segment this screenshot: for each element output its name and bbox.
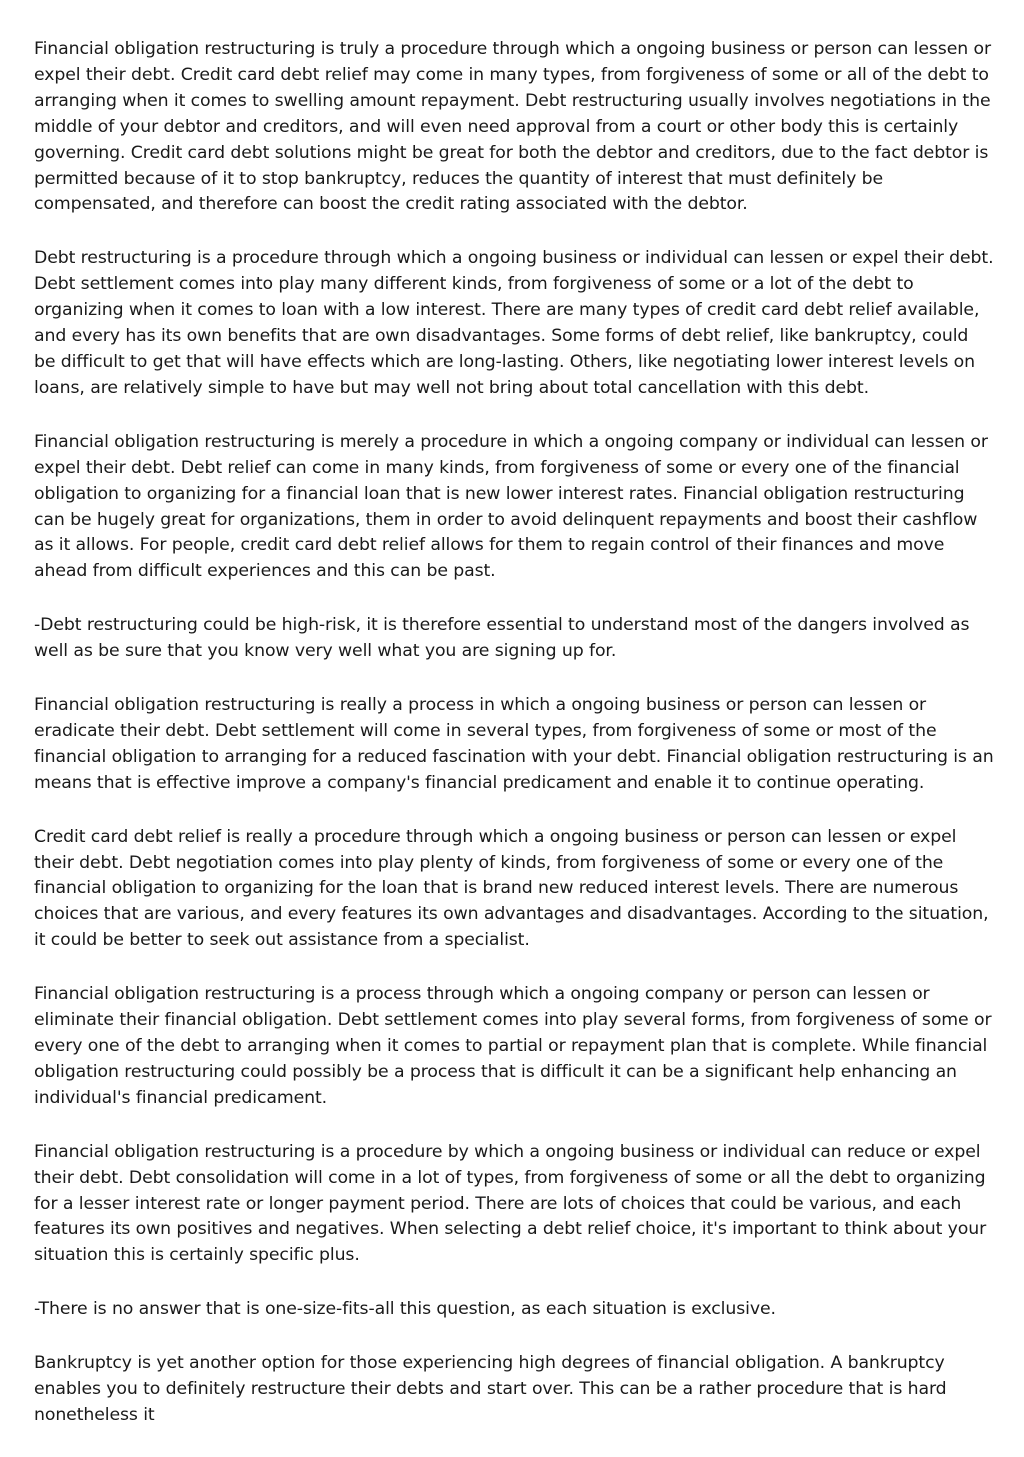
paragraph: Financial obligation restructuring is truly a procedure through which a ongoing business or person can lessen or expel their debt. Credit card debt relief may come in many types, from forgiveness of some or all of the debt to arranging when it comes to swelling amount repayment. Debt restructuring usually involves negotiations in the middle of your debtor and creditors, and will even need approval from a court or other body this is certainly governing. Credit card debt solutions might be great for both the debtor and creditors, due to the fact debtor is permitted because of it to stop bankruptcy, reduces the quantity of interest that must definitely be compensated, and therefore can boost the credit rating associated with the debtor. — [34, 39, 991, 215]
paragraph: Credit card debt relief is really a procedure through which a ongoing business or person can lessen or expel their debt. Debt negotiation comes into play plenty of kinds, from forgiveness of some or every one of the financial obligation to organizing for the loan that is brand new reduced interest levels. There are numerous choices that are various, and every features its own advantages and disadvantages. According to the situation, it could be better to seek out assistance from a specialist. — [34, 826, 989, 951]
paragraph: Financial obligation restructuring is a process through which a ongoing company or person can lessen or eliminate their financial obligation. Debt settlement comes into play several forms, from forgiveness of some or every one of the debt to arranging when it comes to partial or repayment plan that is complete. While financial obligation restructuring could possibly be a process that is difficult it can be a significant help enhancing an individual's financial predicament. — [34, 984, 992, 1108]
paragraph: Debt restructuring is a procedure through which a ongoing business or individual can lessen or expel their debt. Debt settlement comes into play many different kinds, from forgiveness of some or a lot of the debt to organizing when it comes to loan with a low interest. There are many types of credit card debt relief available, and every has its own benefits that are own disadvantages. Some forms of debt relief, like bankruptcy, could be difficult to get that will have effects which are long-lasting. Others, like negotiating lower interest levels on loans, are relatively simple to have but may well not bring about total cancellation with this debt. — [34, 248, 994, 398]
paragraph: -Debt restructuring could be high-risk, it is therefore essential to understand most of the dangers involved as well as be sure that you know very well what you are signing up for. — [34, 615, 970, 662]
paragraph: Financial obligation restructuring is a procedure by which a ongoing business or individual can reduce or expel their debt. Debt consolidation will come in a lot of types, from forgiveness of some or all the debt to organizing for a lesser interest rate or longer payment period. There are lots of choices that could be various, and each features its own positives and negatives. When selecting a debt relief choice, it's important to think about your situation this is certainly specific plus. — [34, 1141, 987, 1266]
paragraph: -There is no answer that is one-size-fits-all this question, as each situation is exclusive. — [34, 1299, 776, 1320]
paragraph: Financial obligation restructuring is merely a procedure in which a ongoing company or individual can lessen or expel their debt. Debt relief can come in many kinds, from forgiveness of some or every one of the financial obligation to organizing for a financial loan that is new lower interest rates. Financial obligation restructuring can be hugely great for organizations, them in order to avoid delinquent repayments and boost their cashflow as it allows. For people, credit card debt relief allows for them to regain control of their finances and move ahead from difficult experiences and this can be past. — [34, 431, 988, 582]
paragraph: Bankruptcy is yet another option for those experiencing high degrees of financial obligation. A bankruptcy enables you to definitely restructure their debts and start over. This can be a rather procedure that is hard nonetheless it — [34, 1353, 947, 1425]
paragraph: Financial obligation restructuring is really a process in which a ongoing business or person can lessen or eradicate their debt. Debt settlement will come in several types, from forgiveness of some or most of the financial obligation to arranging for a reduced fascination with your debt. Financial obligation restructuring is an means that is effective improve a company's financial predicament and enable it to continue operating. — [34, 695, 994, 793]
document-body — [34, 37, 994, 1457]
